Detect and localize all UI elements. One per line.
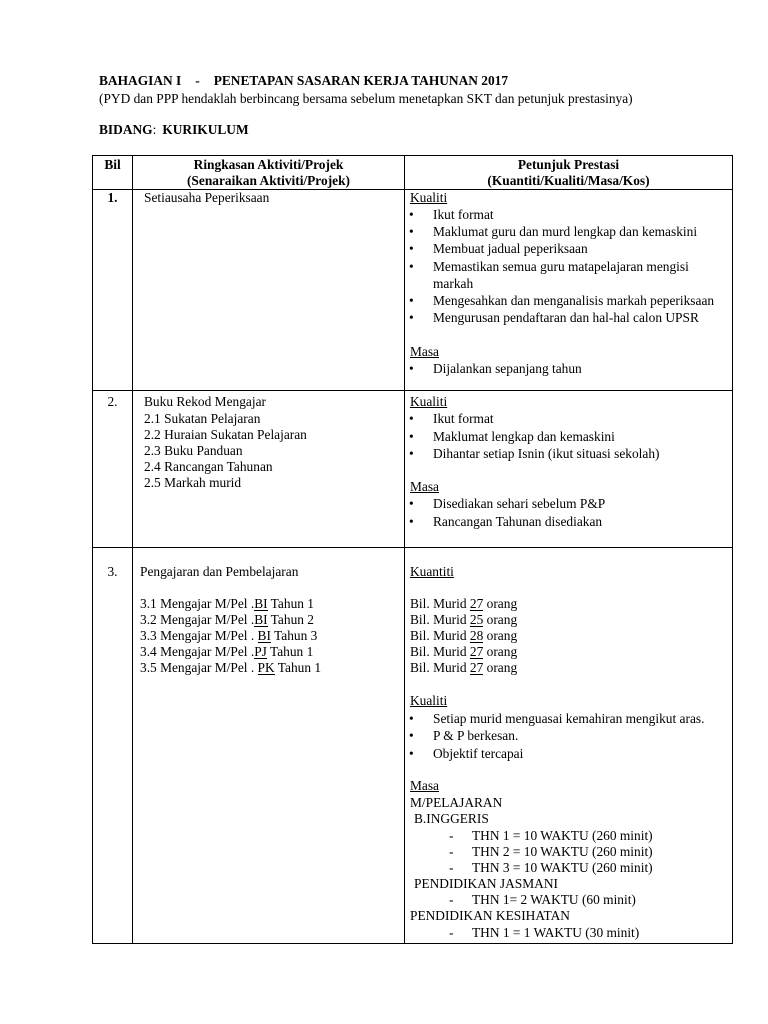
section-note: (PYD dan PPP hendaklah berbincang bersama sebelum menetapkan SKT dan petunjuk prestasinya)	[99, 91, 633, 106]
row-1-bil: 1.	[107, 190, 118, 205]
row-3-kuantiti: Bil. Murid 27 orang	[410, 644, 518, 659]
row-2-activity: Buku Rekod Mengajar	[144, 394, 266, 409]
row-3-kuantiti: Bil. Murid 27 orang	[410, 596, 518, 611]
row-3-subitem: 3.4 Mengajar M/Pel .PJ Tahun 1	[140, 644, 314, 659]
subject-entry: THN 2 = 10 WAKTU (260 minit)	[472, 844, 653, 859]
bidang-line: BIDANG: KURIKULUM	[99, 122, 249, 137]
row-3-subitem: 3.5 Mengajar M/Pel . PK Tahun 1	[140, 660, 322, 675]
subject-entry: THN 1= 2 WAKTU (60 minit)	[472, 892, 636, 907]
list-item: • Disediakan sehari sebelum P&P	[433, 496, 605, 512]
list-item-continuation: markah	[433, 276, 474, 291]
row-2-masa-label: Masa	[410, 479, 440, 494]
row-1-activity: Setiausaha Peperiksaan	[144, 190, 270, 205]
row-2-subitem: 2.5 Markah murid	[144, 475, 242, 490]
row-1-kualiti-label: Kualiti	[410, 190, 448, 205]
row-3-subitem: 3.1 Mengajar M/Pel .BI Tahun 1	[140, 596, 314, 611]
list-item: • Dijalankan sepanjang tahun	[433, 361, 582, 377]
list-item: • Dihantar setiap Isnin (ikut situasi sekolah)	[433, 446, 659, 462]
row-3-bil: 3.	[107, 564, 118, 579]
row-2-subitem: 2.4 Rancangan Tahunan	[144, 459, 273, 474]
subject-entry: THN 1 = 1 WAKTU (30 minit)	[472, 925, 640, 940]
dash: -	[449, 860, 454, 875]
header-ringkasan: Ringkasan Aktiviti/Projek (Senaraikan Aktiviti/Projek)	[186, 157, 351, 189]
list-item: • Mengesahkan dan menganalisis markah peperiksaan	[433, 293, 714, 309]
row-3-kuantiti: Bil. Murid 25 orang	[410, 612, 518, 627]
row-2-subitem: 2.2 Huraian Sukatan Pelajaran	[144, 427, 307, 442]
list-item: • Setiap murid menguasai kemahiran mengikut aras.	[433, 711, 704, 727]
list-item: • Membuat jadual peperiksaan	[433, 241, 588, 257]
row-3-kuantiti: Bil. Murid 27 orang	[410, 660, 518, 675]
list-item: • Objektif tercapai	[433, 746, 523, 762]
list-item: • Maklumat lengkap dan kemaskini	[433, 429, 615, 445]
row-2-bil: 2.	[107, 394, 118, 409]
subject-entry: THN 1 = 10 WAKTU (260 minit)	[472, 828, 653, 843]
row-2-subitem: 2.3 Buku Panduan	[144, 443, 243, 458]
row-3-kualiti-label: Kualiti	[410, 693, 448, 708]
list-item: • Rancangan Tahunan disediakan	[433, 514, 602, 530]
dash: -	[449, 828, 454, 843]
list-item: • P & P berkesan.	[433, 728, 518, 744]
row-3-subitem: 3.3 Mengajar M/Pel . BI Tahun 3	[140, 628, 318, 643]
list-item: • Ikut format	[433, 411, 494, 427]
row-3-masa-heading: M/PELAJARAN	[410, 795, 503, 810]
list-item: • Memastikan semua guru matapelajaran mengisi	[433, 259, 689, 275]
subject-entry: THN 3 = 10 WAKTU (260 minit)	[472, 860, 653, 875]
row-3-activity: Pengajaran dan Pembelajaran	[140, 564, 299, 579]
header-petunjuk: Petunjuk Prestasi (Kuantiti/Kualiti/Masa/Kos)	[487, 157, 650, 189]
dash: -	[449, 892, 454, 907]
subject-name: PENDIDIKAN JASMANI	[414, 876, 558, 891]
dash: -	[449, 925, 454, 940]
dash: -	[449, 844, 454, 859]
row-3-kuantiti-label: Kuantiti	[410, 564, 454, 579]
row-3-kuantiti: Bil. Murid 28 orang	[410, 628, 518, 643]
list-item: • Ikut format	[433, 207, 494, 223]
list-item: • Maklumat guru dan murd lengkap dan kemaskini	[433, 224, 697, 240]
row-1-masa-label: Masa	[410, 344, 440, 359]
subject-name: PENDIDIKAN KESIHATAN	[410, 908, 570, 923]
row-3-subitem: 3.2 Mengajar M/Pel .BI Tahun 2	[140, 612, 314, 627]
subject-name: B.INGGERIS	[414, 811, 489, 826]
row-3-masa-label: Masa	[410, 778, 440, 793]
section-title: BAHAGIAN I - PENETAPAN SASARAN KERJA TAHUNAN 2017	[99, 73, 509, 88]
row-2-kualiti-label: Kualiti	[410, 394, 448, 409]
row-2-subitem: 2.1 Sukatan Pelajaran	[144, 411, 261, 426]
header-bil: Bil	[104, 157, 121, 172]
list-item: • Mengurusan pendaftaran dan hal-hal calon UPSR	[433, 310, 699, 326]
